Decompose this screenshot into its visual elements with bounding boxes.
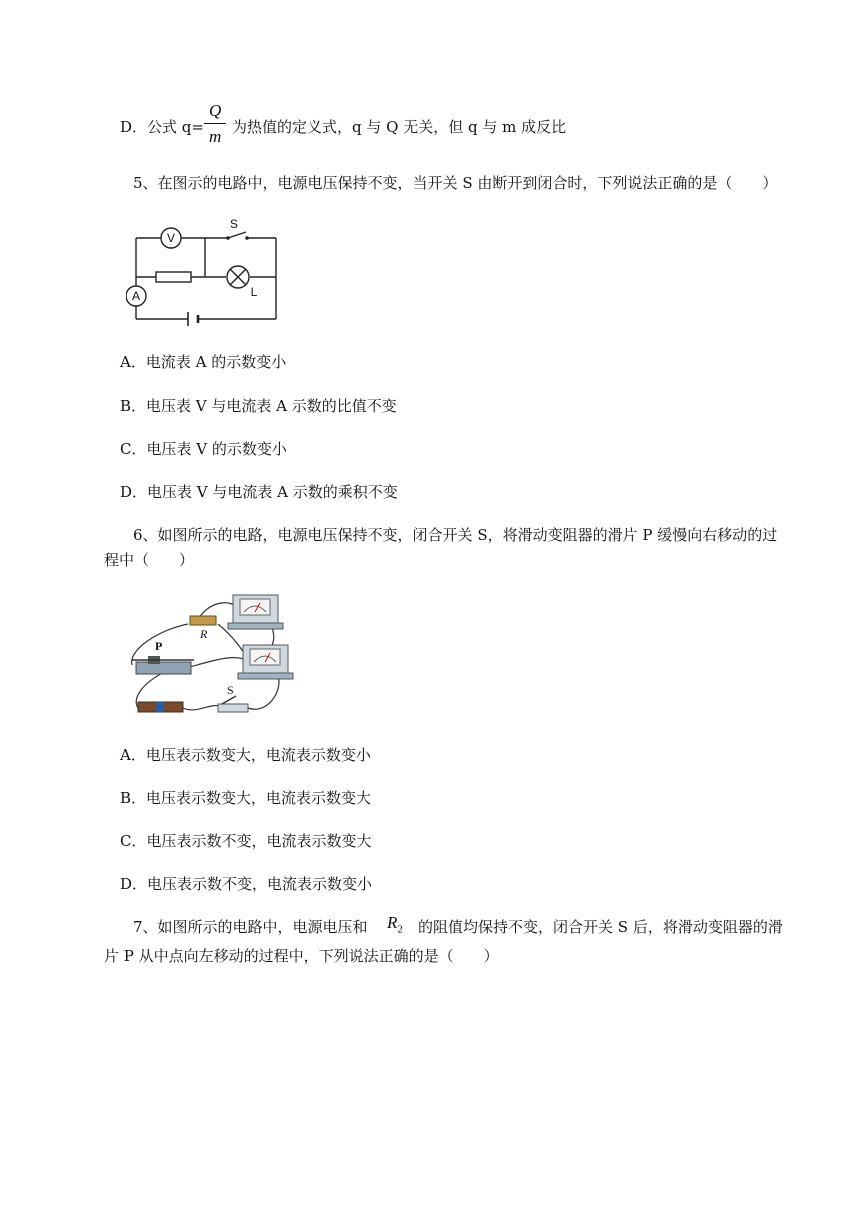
formula-numerator: Q <box>209 101 222 120</box>
lamp-label: L <box>250 285 258 299</box>
switch-label: S <box>227 683 234 697</box>
voltmeter-label: V <box>166 231 176 245</box>
q6-option-a: A．电压表示数变大，电流表示数变小 <box>120 746 371 764</box>
q6-option-d: D．电压表示数不变，电流表示数变小 <box>120 875 373 893</box>
q6-option-b: B．电压表示数变大，电流表示数变大 <box>120 789 372 807</box>
q5-option-d: D．电压表 V 与电流表 A 示数的乘积不变 <box>120 483 398 501</box>
r2-symbol: $R_2$ <box>387 913 403 936</box>
q7-stem-part2: 的阻值均保持不变，闭合开关 S 后，将滑动变阻器的滑 <box>418 918 783 936</box>
switch-label: S <box>229 217 239 231</box>
ammeter-label: A <box>131 289 141 303</box>
q5-option-b: B．电压表 V 与电流表 A 示数的比值不变 <box>120 397 397 415</box>
q7-stem-part1: 7、如图所示的电路中，电源电压和 <box>133 918 368 936</box>
formula-denominator: m <box>209 127 222 146</box>
q6-apparatus-figure <box>118 590 298 720</box>
q5-stem: 5、在图示的电路中，电源电压保持不变，当开关 S 由断开到闭合时，下列说法正确的是（ ） <box>133 174 778 192</box>
q5-option-c: C．电压表 V 的示数变小 <box>120 440 287 458</box>
q7-stem-line2: 片 P 从中点向左移动的过程中，下列说法正确的是（ ） <box>104 947 499 965</box>
resistor-label: R <box>200 627 208 641</box>
q5-option-a: A．电流表 A 的示数变小 <box>120 353 287 371</box>
q4-option-d-suffix: 为热值的定义式，q 与 Q 无关，但 q 与 m 成反比 <box>232 118 567 136</box>
q6-stem-line1: 6、如图所示的电路，电源电压保持不变，闭合开关 S，将滑动变阻器的滑片 P 缓慢向右移动的过 <box>133 526 778 544</box>
q4-option-d-prefix: D．公式 q= <box>120 118 204 136</box>
q6-stem-line2: 程中（ ） <box>104 551 195 569</box>
slider-label: P <box>155 639 163 653</box>
fraction-bar <box>204 123 226 124</box>
q6-option-c: C．电压表示数不变，电流表示数变大 <box>120 832 372 850</box>
q5-circuit-diagram <box>126 216 286 326</box>
